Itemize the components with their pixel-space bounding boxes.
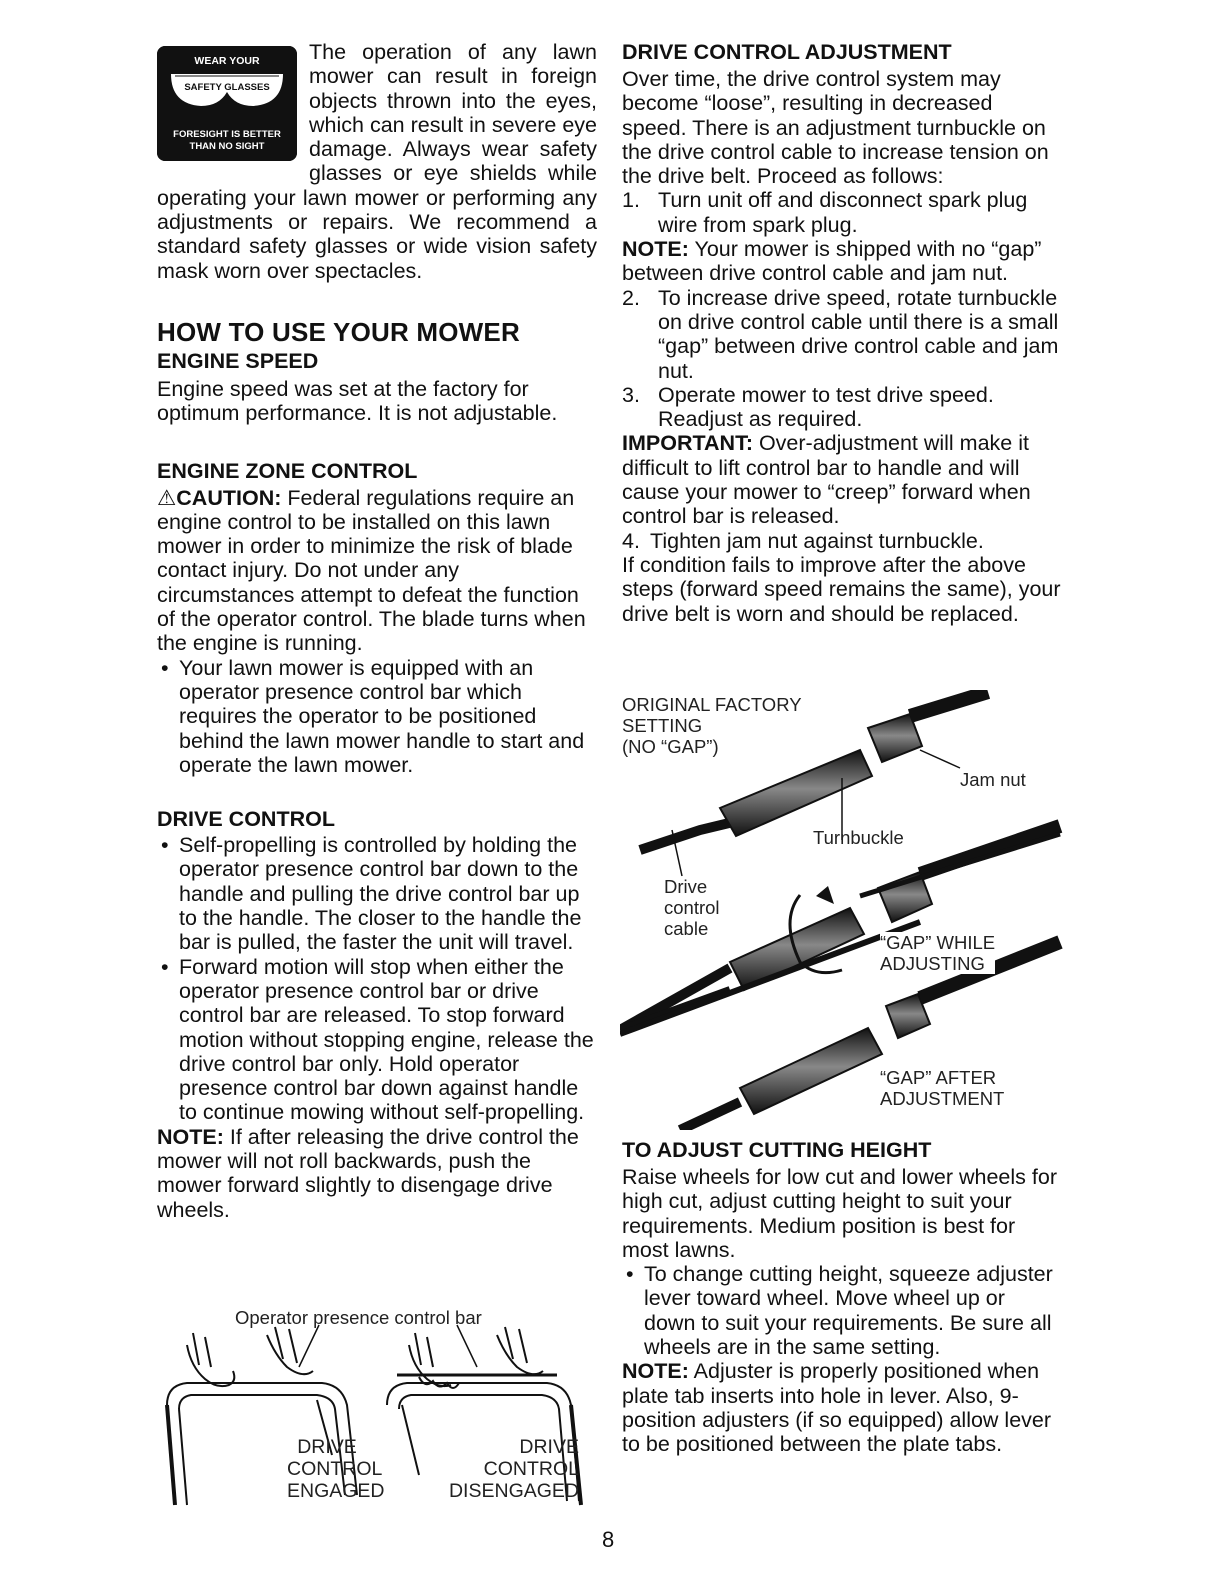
label-line: control xyxy=(664,897,720,918)
left-column xyxy=(157,40,597,1222)
operator-bar-caption: Operator presence control bar xyxy=(235,1307,482,1328)
list-item: • Your lawn mower is equipped with an operator presence control bar which requires the operator to be positioned behind the lawn mower handle to start and operate the lawn mower. xyxy=(157,656,597,777)
badge-line-4: THAN NO SIGHT xyxy=(189,141,265,152)
how-to-use-title: HOW TO USE YOUR MOWER xyxy=(157,316,520,347)
drive-disengaged-label xyxy=(439,1436,579,1502)
cutting-height-heading: TO ADJUST CUTTING HEIGHT xyxy=(622,1138,932,1162)
badge-line-2: SAFETY GLASSES xyxy=(184,82,270,93)
note-text: If after releasing the drive control the mower will not roll backwards, push the mower forward slightly to disengage drive wheels. xyxy=(157,1124,579,1222)
step-text: Tighten jam nut against turnbuckle. xyxy=(650,528,984,553)
list-item xyxy=(622,529,1062,553)
drive-control-note xyxy=(157,1125,597,1222)
cutting-height-intro: Raise wheels for low cut and lower wheels for high cut, adjust cutting height to suit your requirements. Medium position is best for most lawns. xyxy=(622,1165,1057,1262)
cutting-height-note xyxy=(622,1359,1062,1456)
step-number: 4. xyxy=(622,528,640,553)
label-line: “GAP” WHILE xyxy=(880,932,996,953)
gap-after-label xyxy=(880,1067,1004,1109)
drive-adjustment-steps-2 xyxy=(622,286,1062,432)
drive-adjustment-important xyxy=(622,431,1062,528)
drive-cable-label xyxy=(664,876,720,939)
important-label: IMPORTANT: xyxy=(622,431,753,456)
note-label: NOTE: xyxy=(157,1124,224,1149)
step-number: 2. xyxy=(622,285,640,310)
drive-engaged-label xyxy=(287,1436,385,1502)
drive-adjustment-intro: Over time, the drive control system may become “loose”, resulting in decreased speed. There is an adjustment turnbuckle on the drive control cable to increase tension on the drive belt. Proceed as follows: xyxy=(622,67,1049,189)
drive-adjustment-note xyxy=(622,237,1062,286)
cutting-height-section xyxy=(622,1138,1062,1457)
turnbuckle-figure xyxy=(620,690,1070,1130)
note-text: Adjuster is properly positioned when plate tab inserts into hole in lever. Also, 9-position adjusters (if so equipped) allow lever to be positioned between the plate tabs. xyxy=(622,1359,1052,1457)
label-line: cable xyxy=(664,918,709,939)
list-item: • Forward motion will stop when either the operator presence control bar or drive control bar are released. To stop forward motion without stopping engine, release the drive control bar only. Hold operator presence control bar down against handle to continue mowing without self-propelling. xyxy=(157,955,597,1125)
label-line: DISENGAGED xyxy=(448,1480,579,1502)
warning-triangle-icon: ⚠ xyxy=(157,485,177,510)
step-number: 3. xyxy=(622,382,640,407)
badge-line-1: WEAR YOUR xyxy=(194,55,260,67)
label-line: CONTROL xyxy=(287,1458,383,1480)
badge-line-3: FORESIGHT IS BETTER xyxy=(173,129,281,140)
label-line: ENGAGED xyxy=(287,1480,385,1502)
caution-paragraph xyxy=(157,486,597,656)
note-label: NOTE: xyxy=(622,237,689,262)
safety-glasses-badge xyxy=(157,46,297,161)
label-line: SETTING xyxy=(622,715,703,736)
engine-speed-heading: ENGINE SPEED xyxy=(157,348,319,373)
label-line: DRIVE xyxy=(297,1436,357,1458)
list-item xyxy=(622,188,1062,237)
jam-nut-label: Jam nut xyxy=(960,769,1026,790)
drive-adjustment-closing: If condition fails to improve after the above steps (forward speed remains the same), your drive belt is worn and should be replaced. xyxy=(622,552,1061,626)
label-line: ADJUSTMENT xyxy=(880,1088,1005,1109)
note-label: NOTE: xyxy=(622,1359,689,1384)
label-line: DRIVE xyxy=(519,1436,579,1458)
engine-zone-heading: ENGINE ZONE CONTROL xyxy=(157,458,418,483)
step-text: Turn unit off and disconnect spark plug wire from spark plug. xyxy=(658,188,1028,237)
drive-control-list xyxy=(157,833,597,1125)
drive-adjustment-steps-1 xyxy=(622,188,1062,237)
page-number: 8 xyxy=(602,1527,615,1552)
handle-figure xyxy=(157,1305,597,1520)
gap-while-label xyxy=(880,932,995,974)
label-line: ORIGINAL FACTORY xyxy=(622,694,802,715)
drive-control-heading: DRIVE CONTROL xyxy=(157,807,335,832)
drive-adjustment-heading: DRIVE CONTROL ADJUSTMENT xyxy=(622,40,952,64)
label-line: ADJUSTING xyxy=(880,953,985,974)
label-line: Drive xyxy=(664,876,708,897)
turnbuckle-label: Turnbuckle xyxy=(813,827,904,848)
original-setting-label xyxy=(622,694,802,757)
label-line: CONTROL xyxy=(483,1458,579,1480)
engine-speed-text: Engine speed was set at the factory for optimum performance. It is not adjustable. xyxy=(157,376,558,426)
step-text: To increase drive speed, rotate turnbuckle on drive control cable until there is a small “gap” between drive control cable and jam nut. xyxy=(658,285,1059,383)
label-line: “GAP” AFTER xyxy=(880,1067,997,1088)
list-item xyxy=(622,383,1062,432)
caution-text: Federal regulations require an engine control to be installed on this lawn mower in order to minimize the risk of blade contact injury. Do not under any circumstances attempt to defeat the function of the operator control. The blade turns when the engine is running. xyxy=(157,485,586,656)
important-text: Over-adjustment will make it difficult to lift control bar to handle and will cause your mower to “creep” forward when control bar is released. xyxy=(622,431,1031,529)
list-item: • To change cutting height, squeeze adjuster lever toward wheel. Move wheel up or down to suit your requirements. Be sure all wheels are in the same setting. xyxy=(622,1262,1062,1359)
cutting-height-list xyxy=(622,1262,1062,1359)
step-number: 1. xyxy=(622,188,640,213)
drive-adjustment-steps-3 xyxy=(622,529,1062,553)
eye-safety-text: The operation of any lawn mower can result in foreign objects thrown into the eyes, which can result in severe eye damage. Always wear safety glasses or eye shields while operating your lawn mower or performing any adjustments or repairs. We recommend a standard safety glasses or wide vision safety mask worn over spectacles. xyxy=(157,40,598,283)
label-line: (NO “GAP”) xyxy=(622,736,719,757)
right-column xyxy=(622,40,1062,626)
list-item: • Self-propelling is controlled by holding the operator presence control bar down to the handle and pulling the drive control bar up to the handle. The closer to the handle the bar is pulled, the faster the unit will travel. xyxy=(157,833,597,954)
step-text: Operate mower to test drive speed. Readjust as required. xyxy=(658,382,994,432)
engine-zone-list xyxy=(157,656,597,777)
caution-label: CAUTION: xyxy=(176,485,282,510)
note-text: Your mower is shipped with no “gap” between drive control cable and jam nut. xyxy=(622,237,1042,286)
list-item xyxy=(622,286,1062,383)
